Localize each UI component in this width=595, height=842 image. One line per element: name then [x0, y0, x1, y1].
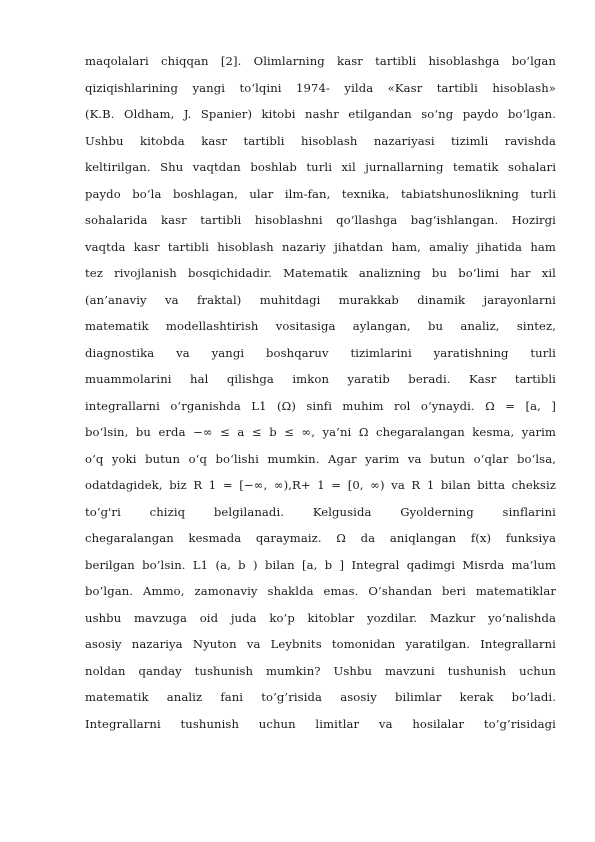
text-line: matematik analiz fani to’g’risida asosiy bilimlar kerak bo’ladi.: [85, 690, 556, 704]
text-line: vaqtda kasr tartibli hisoblash nazariy jihatdan ham, amaliy jihatida ham: [85, 239, 556, 254]
text-line: qiziqishlarining yangi to‘lqini 1974- yilda «Kasr tartibli hisoblash»: [85, 80, 556, 95]
text-line: ushbu mavzuga oid juda ko’p kitoblar yozdilar. Mazkur yo’nalishda: [85, 610, 556, 625]
text-line: matematik modellashtirish vositasiga aylangan, bu analiz, sintez,: [85, 319, 556, 333]
text-line: (K.B. Oldham, J. Spanier) kitobi nashr etilgandan so‘ng paydo bo‘lgan.: [85, 107, 556, 121]
text-line: tez rivojlanish bosqichidadir. Matematik analizning bu bo‘limi har xil: [85, 266, 556, 280]
text-line: Integrallarni tushunish uchun limitlar va hosilalar to’g’risidagi: [85, 716, 556, 731]
text-line: berilgan bo’lsin. L1 (a, b ) bilan [a, b ] Integral qadimgi Misrda ma’lum: [85, 557, 556, 572]
text-line: keltirilgan. Shu vaqtdan boshlab turli xil jurnallarning tematik sohalari: [85, 160, 556, 174]
text-line: Ushbu kitobda kasr tartibli hisoblash nazariyasi tizimli ravishda: [85, 133, 556, 148]
body-text: [85, 48, 556, 737]
text-line: bo’lgan. Ammo, zamonaviy shaklda emas. O’shandan beri matematiklar: [85, 584, 556, 598]
text-line: chegaralangan kesmada qaraymaiz. Ω da aniqlangan f(x) funksiya: [85, 531, 556, 545]
text-line: noldan qanday tushunish mumkin? Ushbu mavzuni tushunish uchun: [85, 663, 556, 678]
text-line: sohalarida kasr tartibli hisoblashni qo‘llashga bag‘ishlangan. Hozirgi: [85, 213, 556, 227]
text-line: (an’anaviy va fraktal) muhitdagi murakkab dinamik jarayonlarni: [85, 292, 556, 307]
text-line: asosiy nazariya Nyuton va Leybnits tomonidan yaratilgan. Integrallarni: [85, 637, 556, 651]
text-line: bo‘lsin, bu erda −∞ ≤ a ≤ b ≤ ∞, ya’ni Ω chegaralangan kesma, yarim: [85, 425, 556, 439]
text-line: odatdagidek, biz R 1 = [−∞, ∞),R+ 1 = [0, ∞) va R 1 bilan bitta cheksiz: [85, 478, 556, 492]
text-line: muammolarini hal qilishga imkon yaratib beradi. Kasr tartibli: [85, 372, 556, 386]
text-line: paydo bo‘la boshlagan, ular ilm-fan, texnika, tabiatshunoslikning turli: [85, 186, 556, 201]
text-line: o‘q yoki butun o‘q bo‘lishi mumkin. Agar yarim va butun o‘qlar bo‘lsa,: [85, 451, 556, 466]
text-line: diagnostika va yangi boshqaruv tizimlarini yaratishning turli: [85, 345, 556, 360]
text-line: integrallarni o‘rganishda L1 (Ω) sinfi muhim rol o‘ynaydi. Ω = [a, ]: [85, 398, 556, 413]
text-line: to‘g'ri chiziq belgilanadi. Kelgusida Gyolderning sinflarini: [85, 504, 556, 519]
text-line: maqolalari chiqqan [2]. Olimlarning kasr tartibli hisoblashga bo‘lgan: [85, 54, 556, 68]
